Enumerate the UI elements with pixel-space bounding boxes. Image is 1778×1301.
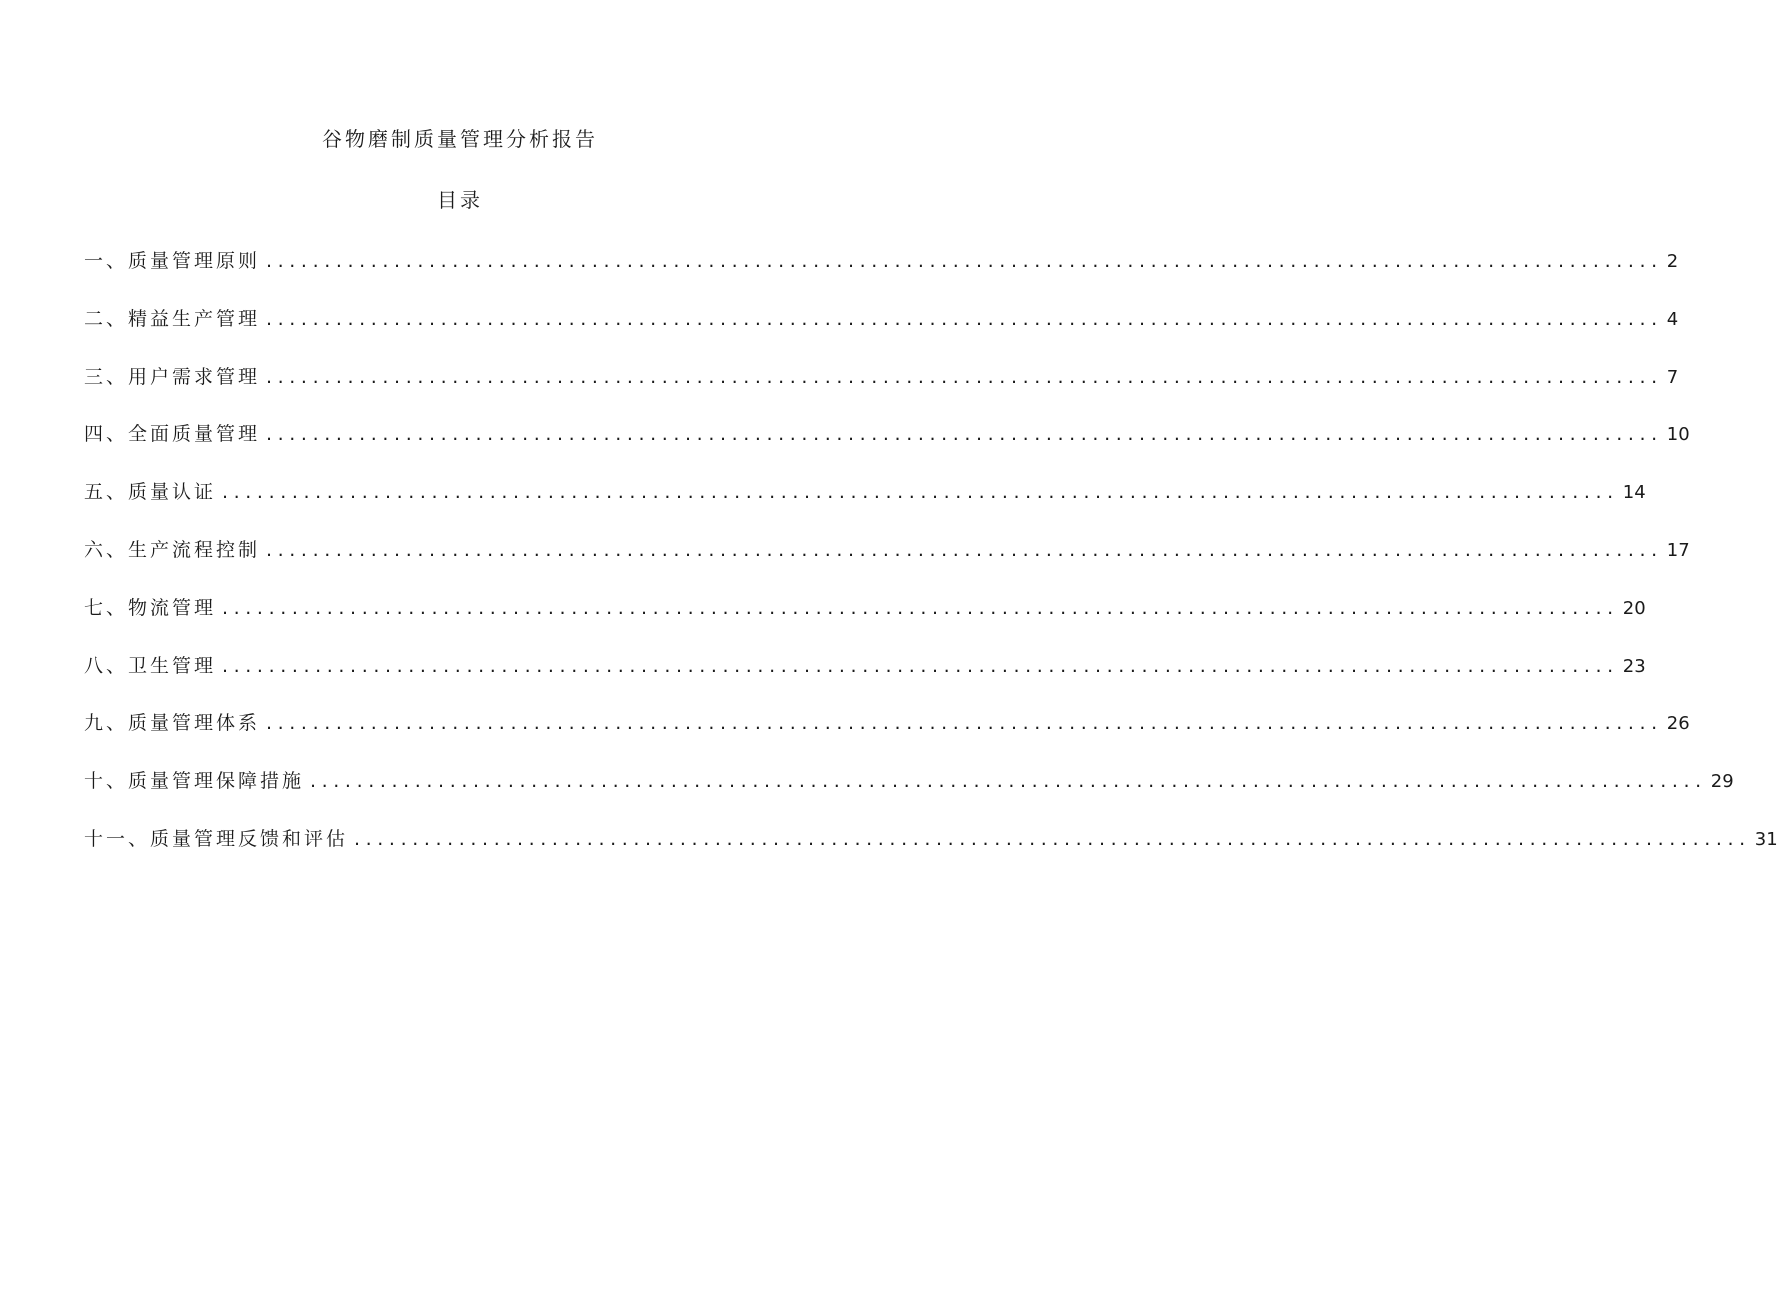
toc-entry-label: 八、卫生管理 (84, 654, 217, 677)
toc-entry[interactable] (84, 475, 1646, 533)
toc-entry-page: 7 (1666, 366, 1679, 388)
toc-entry-page: 2 (1666, 251, 1679, 272)
toc-entry[interactable] (84, 649, 1646, 707)
toc-entry[interactable] (84, 706, 1690, 764)
toc-entry-page: 26 (1666, 713, 1690, 735)
toc-dot-leader: ........................................................................................................................ (222, 596, 1619, 619)
toc-entry-label: 九、质量管理体系 (84, 712, 261, 735)
toc-dot-leader: ........................................................................................................................ (266, 365, 1663, 388)
toc-entry-page: 4 (1666, 308, 1679, 330)
toc-entry-label: 二、精益生产管理 (84, 307, 261, 330)
toc-entry-page: 17 (1666, 539, 1690, 561)
toc-dot-leader: ........................................................................................................................ (266, 423, 1663, 446)
toc-dot-leader: ........................................................................................................................ (266, 307, 1663, 330)
toc-entry-page: 14 (1622, 482, 1646, 504)
toc-dot-leader: ........................................................................................................................ (222, 481, 1619, 504)
toc-entry-label: 三、用户需求管理 (84, 365, 261, 388)
toc-entry-page: 23 (1622, 655, 1646, 677)
toc-heading: 目录 (437, 188, 483, 212)
toc-dot-leader: ........................................................................................................................ (266, 712, 1663, 735)
toc-entry[interactable] (84, 244, 1679, 302)
toc-entry[interactable] (84, 417, 1690, 475)
table-of-contents (84, 244, 1778, 880)
toc-dot-leader: ........................................................................................................................ (222, 654, 1619, 677)
toc-entry-page: 20 (1622, 597, 1646, 619)
toc-entry[interactable] (84, 822, 1778, 880)
toc-entry[interactable] (84, 591, 1646, 649)
toc-entry[interactable] (84, 764, 1734, 822)
toc-entry-label: 七、物流管理 (84, 596, 217, 619)
toc-dot-leader: ........................................................................................................................ (266, 250, 1663, 272)
toc-dot-leader: ........................................................................................................................ (354, 827, 1751, 850)
toc-entry-label: 四、全面质量管理 (84, 423, 261, 446)
toc-entry-label: 十一、质量管理反馈和评估 (84, 827, 349, 850)
toc-dot-leader: ........................................................................................................................ (310, 770, 1707, 793)
toc-entry[interactable] (84, 302, 1679, 360)
toc-entry-page: 31 (1754, 828, 1778, 850)
document-title: 谷物磨制质量管理分析报告 (322, 127, 598, 151)
toc-dot-leader: ........................................................................................................................ (266, 538, 1663, 561)
toc-entry[interactable] (84, 533, 1690, 591)
toc-entry-label: 一、质量管理原则 (84, 250, 261, 272)
toc-entry[interactable] (84, 360, 1679, 418)
toc-entry-label: 六、生产流程控制 (84, 538, 261, 561)
toc-entry-page: 29 (1710, 771, 1734, 793)
toc-entry-label: 五、质量认证 (84, 481, 217, 504)
toc-entry-label: 十、质量管理保障措施 (84, 770, 305, 793)
toc-entry-page: 10 (1666, 424, 1690, 446)
